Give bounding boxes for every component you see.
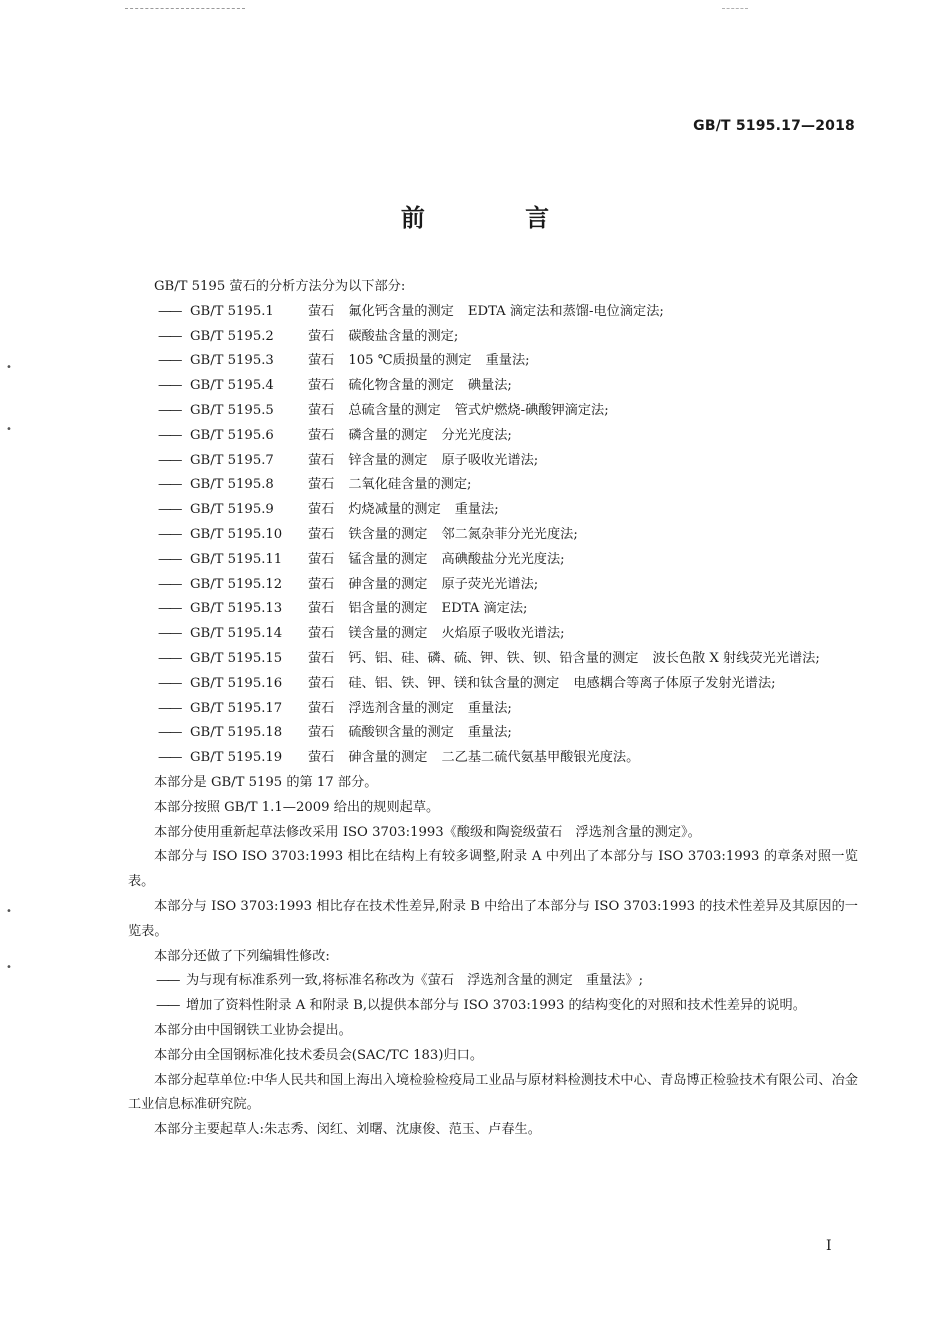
paragraph: 本部分起草单位:中华人民共和国上海出入境检验检疫局工业品与原材料检测技术中心、青岛博正检验技术有限公司、冶金工业信息标准研究院。 — [128, 1072, 858, 1113]
part-method: 铝含量的测定 — [348, 601, 428, 617]
part-code: GB/T 5195.15 — [190, 650, 283, 666]
part-list-item — [128, 449, 858, 474]
standard-number: GB/T 5195.17—2018 — [693, 118, 855, 134]
part-method: 砷含量的测定 — [348, 576, 428, 592]
dash-mark: —— — [158, 650, 181, 666]
part-method: 灼烧减量的测定 — [348, 502, 441, 518]
part-code: GB/T 5195.5 — [190, 402, 274, 418]
dash-mark: —— — [158, 303, 181, 319]
scan-edge-mark — [722, 8, 748, 9]
part-method: 浮选剂含量的测定 — [348, 700, 454, 716]
part-code: GB/T 5195.14 — [190, 626, 283, 642]
part-method: 硫化物含量的测定 — [348, 378, 454, 394]
page-title: 前 言 — [400, 204, 596, 232]
dash-mark: —— — [158, 328, 181, 344]
dash-mark: —— — [158, 750, 181, 766]
part-technique: 高碘酸盐分光光度法; — [441, 551, 565, 567]
dash-mark: —— — [158, 378, 181, 394]
dash-mark: —— — [158, 402, 181, 418]
part-technique: 火焰原子吸收光谱法; — [441, 626, 565, 642]
part-code: GB/T 5195.13 — [190, 601, 283, 617]
part-list-item — [128, 300, 858, 325]
part-mineral: 萤石 — [308, 750, 335, 766]
part-mineral: 萤石 — [308, 303, 335, 319]
part-mineral: 萤石 — [308, 427, 335, 443]
dash-mark: —— — [158, 353, 181, 369]
edit-item — [128, 994, 858, 1019]
part-technique: 重量法; — [467, 700, 512, 716]
margin-speck: • — [6, 906, 12, 917]
part-list-item — [128, 622, 858, 647]
part-technique: 波长色散 X 射线荧光光谱法; — [652, 650, 820, 666]
paragraph: 本部分使用重新起草法修改采用 ISO 3703:1993《酸级和陶瓷级萤石 浮选剂含量的测定》。 — [154, 824, 701, 840]
paragraph: 本部分与 ISO 3703:1993 相比存在技术性差异,附录 B 中给出了本部分与 ISO 3703:1993 的技术性差异及其原因的一览表。 — [128, 898, 858, 939]
foreword-body — [128, 275, 858, 1143]
part-method: 镁含量的测定 — [348, 626, 428, 642]
part-list-item — [128, 746, 858, 771]
part-code: GB/T 5195.2 — [190, 328, 274, 344]
part-code: GB/T 5195.1 — [190, 303, 274, 319]
part-mineral: 萤石 — [308, 675, 335, 691]
part-list-item — [128, 721, 858, 746]
part-technique: 碘量法; — [467, 378, 512, 394]
part-list-item — [128, 597, 858, 622]
dash-mark: —— — [158, 601, 181, 617]
part-list-item — [128, 498, 858, 523]
paragraph: 本部分由全国钢标准化技术委员会(SAC/TC 183)归口。 — [154, 1047, 484, 1063]
paragraph: 本部分由中国钢铁工业协会提出。 — [154, 1022, 352, 1038]
part-mineral: 萤石 — [308, 626, 335, 642]
part-mineral: 萤石 — [308, 576, 335, 592]
part-list-item — [128, 647, 858, 672]
part-technique: 管式炉燃烧-碘酸钾滴定法; — [454, 402, 609, 418]
part-list-item — [128, 399, 858, 424]
dash-mark: —— — [158, 675, 181, 691]
dash-mark: —— — [158, 576, 181, 592]
part-code: GB/T 5195.11 — [190, 551, 283, 567]
dash-mark: —— — [158, 502, 181, 518]
part-technique: EDTA 滴定法和蒸馏-电位滴定法; — [467, 303, 664, 319]
part-method: 105 ℃质损量的测定 — [348, 353, 472, 369]
part-mineral: 萤石 — [308, 477, 335, 493]
part-code: GB/T 5195.7 — [190, 452, 274, 468]
part-method: 硫酸钡含量的测定 — [348, 725, 454, 741]
dash-mark: —— — [158, 427, 181, 443]
part-mineral: 萤石 — [308, 353, 335, 369]
part-list-item — [128, 349, 858, 374]
dash-mark: —— — [158, 725, 181, 741]
part-list-item — [128, 374, 858, 399]
part-code: GB/T 5195.18 — [190, 725, 283, 741]
part-technique: 重量法; — [467, 725, 512, 741]
part-mineral: 萤石 — [308, 328, 335, 344]
part-technique: 二乙基二硫代氨基甲酸银光度法。 — [441, 750, 640, 766]
paragraph: 本部分与 ISO ISO 3703:1993 相比在结构上有较多调整,附录 A 中列出了本部分与 ISO 3703:1993 的章条对照一览表。 — [128, 849, 858, 890]
part-code: GB/T 5195.16 — [190, 675, 283, 691]
part-method: 氟化钙含量的测定 — [348, 303, 454, 319]
part-code: GB/T 5195.9 — [190, 502, 274, 518]
part-list-item — [128, 473, 858, 498]
part-code: GB/T 5195.6 — [190, 427, 274, 443]
part-list-item — [128, 523, 858, 548]
dash-mark: —— — [158, 700, 181, 716]
part-mineral: 萤石 — [308, 551, 335, 567]
part-code: GB/T 5195.17 — [190, 700, 283, 716]
part-mineral: 萤石 — [308, 700, 335, 716]
part-technique: 重量法; — [485, 353, 530, 369]
part-method: 锰含量的测定 — [348, 551, 428, 567]
edit-item-text: 为与现有标准系列一致,将标准名称改为《萤石 浮选剂含量的测定 重量法》; — [186, 973, 644, 989]
dash-mark: —— — [158, 526, 181, 542]
part-technique: EDTA 滴定法; — [441, 601, 528, 617]
page-number: I — [826, 1238, 832, 1254]
intro-line: GB/T 5195 萤石的分析方法分为以下部分: — [154, 279, 406, 294]
part-mineral: 萤石 — [308, 452, 335, 468]
margin-speck: • — [6, 962, 12, 973]
part-list-item — [128, 548, 858, 573]
part-method: 铁含量的测定 — [348, 526, 428, 542]
edit-item — [128, 969, 858, 994]
part-code: GB/T 5195.8 — [190, 477, 274, 493]
part-technique: 原子吸收光谱法; — [441, 452, 539, 468]
part-method: 磷含量的测定 — [348, 427, 428, 443]
part-technique: 邻二氮杂菲分光光度法; — [441, 526, 578, 542]
parts-list — [128, 300, 858, 771]
part-technique: 重量法; — [454, 502, 499, 518]
scan-edge-mark — [125, 8, 245, 9]
part-mineral: 萤石 — [308, 502, 335, 518]
part-mineral: 萤石 — [308, 725, 335, 741]
part-mineral: 萤石 — [308, 402, 335, 418]
edit-item-text: 增加了资料性附录 A 和附录 B,以提供本部分与 ISO 3703:1993 的结构变化的对照和技术性差异的说明。 — [186, 998, 806, 1014]
paragraph: 本部分是 GB/T 5195 的第 17 部分。 — [154, 774, 378, 790]
part-technique: 原子荧光光谱法; — [441, 576, 539, 592]
part-code: GB/T 5195.3 — [190, 353, 274, 369]
paragraph: 本部分按照 GB/T 1.1—2009 给出的规则起草。 — [154, 799, 440, 815]
dash-mark: —— — [158, 452, 181, 468]
paragraph: 本部分主要起草人:朱志秀、闵红、刘曙、沈康俊、范玉、卢春生。 — [154, 1122, 541, 1138]
dash-mark: —— — [158, 477, 181, 493]
part-list-item — [128, 325, 858, 350]
part-method: 硅、铝、铁、钾、镁和钛含量的测定 — [348, 675, 560, 691]
part-mineral: 萤石 — [308, 526, 335, 542]
part-method: 总硫含量的测定 — [348, 402, 441, 418]
part-list-item — [128, 573, 858, 598]
part-method: 二氧化硅含量的测定; — [348, 477, 472, 493]
part-method: 砷含量的测定 — [348, 750, 428, 766]
part-method: 碳酸盐含量的测定; — [348, 328, 459, 344]
margin-speck: • — [6, 424, 12, 435]
part-code: GB/T 5195.12 — [190, 576, 283, 592]
paragraph: 本部分还做了下列编辑性修改: — [154, 948, 330, 964]
part-mineral: 萤石 — [308, 601, 335, 617]
part-code: GB/T 5195.10 — [190, 526, 283, 542]
part-code: GB/T 5195.19 — [190, 750, 283, 766]
part-method: 钙、铝、硅、磷、硫、钾、铁、钡、铅含量的测定 — [348, 650, 639, 666]
dash-mark: —— — [158, 626, 181, 642]
dash-mark: —— — [156, 973, 179, 989]
part-list-item — [128, 424, 858, 449]
part-method: 锌含量的测定 — [348, 452, 428, 468]
dash-mark: —— — [156, 998, 179, 1014]
part-technique: 电感耦合等离子体原子发射光谱法; — [573, 675, 776, 691]
part-mineral: 萤石 — [308, 650, 335, 666]
part-technique: 分光光度法; — [441, 427, 512, 443]
part-mineral: 萤石 — [308, 378, 335, 394]
part-list-item — [128, 697, 858, 722]
part-list-item — [128, 672, 858, 697]
margin-speck: • — [6, 362, 12, 373]
part-code: GB/T 5195.4 — [190, 378, 274, 394]
dash-mark: —— — [158, 551, 181, 567]
